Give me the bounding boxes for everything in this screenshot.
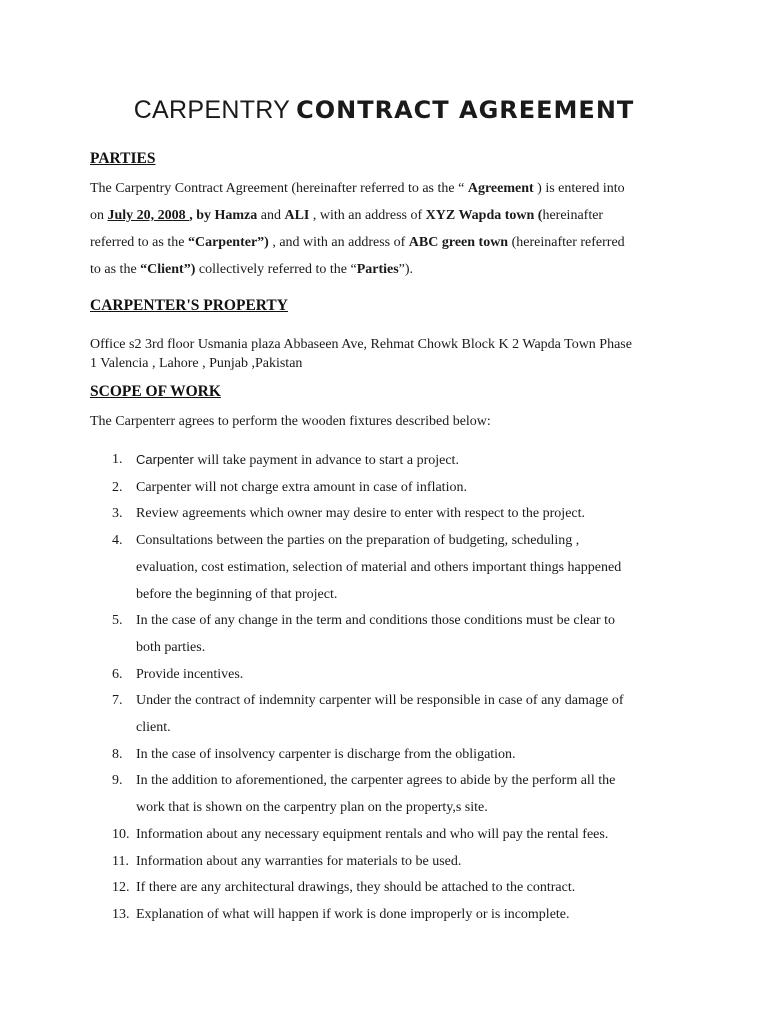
parties-line-4 [90,256,680,283]
text-span: In the case of any change in the term and conditions those conditions must be clear to [136,613,615,629]
list-item-text [136,475,690,502]
list-item-number: 4. [112,533,123,549]
text-span: evaluation, cost estimation, selection of material and others important things happened [136,559,622,575]
list-item-line [136,875,690,902]
text-span: , with an address of [309,208,426,223]
agreement-term: Agreement [467,181,534,196]
parties-line-3 [90,229,680,256]
property-address [90,335,690,373]
text-span: Information about any warranties for materials to be used. [136,853,462,869]
address-line-2: 1 Valencia , Lahore , Punjab ,Pakistan [90,356,303,371]
client-address: ABC green town [408,235,509,250]
text-span: Information about any necessary equipment rentals and who will pay the rental fees. [136,826,609,842]
address-line-1: Office s2 3rd floor Usmania plaza Abbaseen Ave, Rehmat Chowk Block K 2 Wapda Town Phase [90,337,632,352]
list-item-line [136,902,690,929]
list-item [90,688,690,741]
list-item-text [136,902,690,929]
text-span: Consultations between the parties on the preparation of budgeting, scheduling , [136,533,580,549]
parties-paragraph [90,175,680,283]
text-span: hereinafter [542,208,604,223]
list-item-line [136,635,690,662]
list-item [90,902,690,929]
document-title [0,96,768,125]
list-item-number: 6. [112,666,123,682]
text-span: (hereinafter referred [508,235,625,250]
text-span: client. [136,720,171,736]
list-item-number: 1. [112,452,123,467]
list-item-line [136,528,690,555]
parties-heading: PARTIES [90,150,156,167]
list-item-line [136,795,690,822]
text-span: both parties. [136,639,206,655]
carpenter-role: “Carpenter”) [187,235,269,250]
list-item-text [136,688,690,741]
text-span: , by [189,208,215,223]
list-item-number: 11. [112,853,129,869]
text-span: and [257,208,285,223]
list-item-number: 7. [112,693,123,709]
text-span: will take payment in advance to start a project. [193,453,459,468]
list-item-text [136,822,690,849]
list-item-line [136,715,690,742]
text-span: If there are any architectural drawings, they should be attached to the contract. [136,880,576,896]
list-item-number: 3. [112,506,123,522]
text-span: Provide incentives. [136,666,244,682]
list-item-text [136,768,690,821]
list-item-number: 13. [112,906,130,922]
list-item [90,447,690,475]
list-item-text [136,662,690,689]
list-item-text [136,501,690,528]
carpenter-word: Carpenter [136,452,194,467]
list-item-line [136,501,690,528]
text-span: In the addition to aforementioned, the carpenter agrees to abide by the perform all the [136,773,616,789]
text-span: work that is shown on the carpentry plan on the property,s site. [136,800,488,816]
list-item-text [136,875,690,902]
party-name-2: ALI [284,208,310,223]
property-heading: CARPENTER'S PROPERTY [90,297,288,314]
list-item [90,849,690,876]
text-span: collectively referred to the “ [195,262,357,277]
list-item [90,768,690,821]
list-item-line [136,742,690,769]
text-span: to as the [90,262,141,277]
title-part-1: CARPENTRY [133,96,291,124]
text-span: Carpenter will not charge extra amount in case of inflation. [136,479,467,495]
client-role: “Client”) [140,262,196,277]
list-item-line [136,822,690,849]
parties-line-1 [90,175,680,202]
text-span: Explanation of what will happen if work is done improperly or is incomplete. [136,906,570,922]
parties-line-2 [90,202,680,229]
agreement-date: July 20, 2008 [107,208,190,223]
list-item [90,742,690,769]
list-item-line [136,582,690,609]
text-span: In the case of insolvency carpenter is discharge from the obligation. [136,746,516,762]
list-item [90,501,690,528]
parties-term: Parties [356,262,399,277]
list-item-text [136,608,690,661]
list-item [90,822,690,849]
list-item-line [136,608,690,635]
list-item-line [136,849,690,876]
list-item [90,608,690,661]
text-span: , and with an address of [268,235,409,250]
list-item-number: 10. [112,826,130,842]
party-name-1: Hamza [214,208,258,223]
list-item-text [136,742,690,769]
list-item-line [136,688,690,715]
list-item [90,875,690,902]
list-item [90,662,690,689]
text-span: The Carpentry Contract Agreement (hereinafter referred to as the “ [90,181,468,196]
list-item-number: 9. [112,773,123,789]
list-item [90,528,690,608]
list-item-line [136,447,690,475]
text-span: Review agreements which owner may desire to enter with respect to the project. [136,506,586,522]
list-item-number: 8. [112,746,123,762]
list-item-line [136,475,690,502]
text-span: on [90,208,108,223]
list-item-number: 5. [112,613,123,629]
list-item-line [136,662,690,689]
text-span: ) is entered into [533,181,625,196]
list-item-text [136,447,690,475]
list-item [90,475,690,502]
list-item-text [136,528,690,608]
scope-list [90,447,690,929]
scope-intro: The Carpenterr agrees to perform the wooden fixtures described below: [90,414,491,429]
list-item-number: 2. [112,479,123,495]
list-item-text [136,849,690,876]
text-span: Under the contract of indemnity carpenter will be responsible in case of any damage of [136,693,624,709]
text-span: ”). [398,262,414,277]
scope-heading: SCOPE OF WORK [90,383,221,400]
list-item-number: 12. [112,880,130,896]
list-item-line [136,768,690,795]
title-part-2: CONTRACT AGREEMENT [296,96,635,124]
carpenter-address: XYZ Wapda town ( [425,208,543,223]
text-span: before the beginning of that project. [136,586,338,602]
text-span: referred to as the [90,235,188,250]
list-item-line [136,555,690,582]
